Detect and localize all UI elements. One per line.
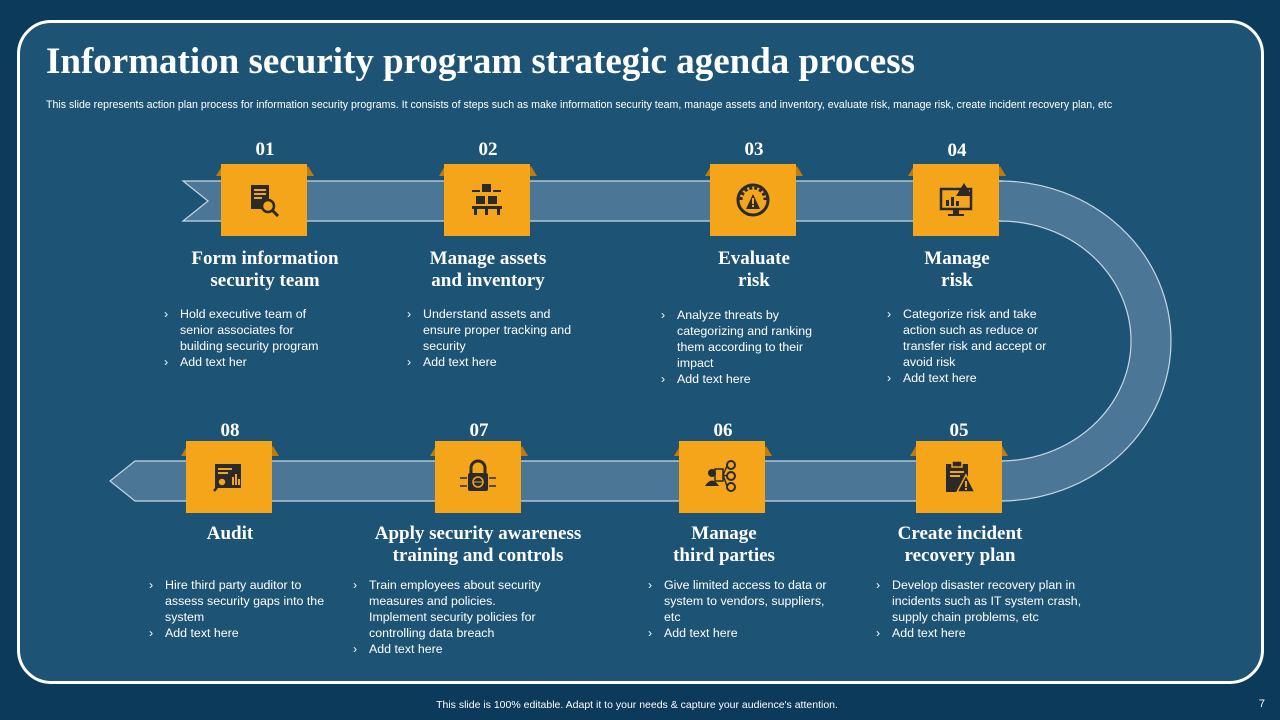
step-08-heading: Audit [206, 523, 254, 544]
step-03-number: 03 [744, 139, 764, 160]
step-01-heading: Form information security team [191, 248, 339, 291]
slide-subtitle: This slide represents action plan process for information security programs. It consists of steps such as make information security team, manage assets and inventory, evaluate risk, manage risk, create incident recovery plan, etc [46, 99, 1113, 111]
risk-gauge-icon [734, 181, 772, 219]
step-06-number: 06 [713, 420, 733, 441]
page-number: 7 [1258, 698, 1265, 710]
third-party-network-icon [703, 458, 741, 496]
step-01-icon-box [221, 164, 307, 236]
list-item: › Add text here [874, 625, 1099, 641]
list-item: › Hold executive team of senior associates for building security program [162, 306, 332, 354]
list-item: › Categorize risk and take action such as reduce or transfer risk and accept or avoid risk [885, 306, 1070, 370]
step-06-heading: Manage third parties [673, 523, 775, 566]
step-06-points [646, 577, 831, 641]
step-04-heading: Manage risk [924, 248, 990, 291]
step-08-points [147, 577, 332, 641]
list-item: › Add text her [162, 354, 332, 370]
step-02-points [405, 306, 585, 370]
step-05-icon-box [916, 441, 1002, 513]
step-01-number: 01 [255, 139, 275, 160]
step-04-number: 04 [947, 140, 967, 161]
step-08-number: 08 [220, 420, 240, 441]
step-03-heading: Evaluate risk [718, 248, 790, 291]
step-02-number: 02 [478, 139, 498, 160]
list-item: › Develop disaster recovery plan in incidents such as IT system crash, supply chain problems, etc [874, 577, 1099, 625]
list-item: › Add text here [351, 641, 556, 657]
inventory-boxes-icon [468, 181, 506, 219]
step-05-number: 05 [949, 420, 969, 441]
list-item: › Train employees about security measures and policies. Implement security policies for controlling data breach [351, 577, 556, 641]
slide-footer: This slide is 100% editable. Adapt it to your needs & capture your audience's attention. [436, 699, 838, 711]
step-02-icon-box [444, 164, 530, 236]
step-05-points [874, 577, 1099, 641]
step-05-heading: Create incident recovery plan [897, 523, 1023, 566]
step-01-points [162, 306, 332, 370]
step-03-points [659, 307, 834, 387]
slide-title: Information security program strategic agenda process [46, 41, 916, 82]
audit-chart-icon [210, 458, 248, 496]
step-07-icon-box [435, 441, 521, 513]
step-02-heading: Manage assets and inventory [429, 248, 547, 291]
step-07-heading: Apply security awareness training and controls [374, 523, 582, 566]
list-item: › Understand assets and ensure proper tracking and security [405, 306, 585, 354]
step-08-icon-box [186, 441, 272, 513]
list-item: › Hire third party auditor to assess security gaps into the system [147, 577, 332, 625]
list-item: › Give limited access to data or system to vendors, suppliers, etc [646, 577, 831, 625]
list-item: › Add text here [405, 354, 585, 370]
padlock-network-icon [459, 458, 497, 496]
list-item: › Add text here [646, 625, 831, 641]
list-item: › Add text here [147, 625, 332, 641]
step-06-icon-box [679, 441, 765, 513]
clipboard-warning-icon [940, 458, 978, 496]
list-item: › Add text here [659, 371, 834, 387]
list-item: › Analyze threats by categorizing and ranking them according to their impact [659, 307, 834, 371]
step-07-points [351, 577, 556, 657]
list-item: › Add text here [885, 370, 1070, 386]
step-04-points [885, 306, 1070, 386]
step-03-icon-box [710, 164, 796, 236]
step-04-icon-box [913, 164, 999, 236]
step-07-number: 07 [469, 420, 489, 441]
risk-monitor-icon [937, 181, 975, 219]
document-search-icon [245, 181, 283, 219]
